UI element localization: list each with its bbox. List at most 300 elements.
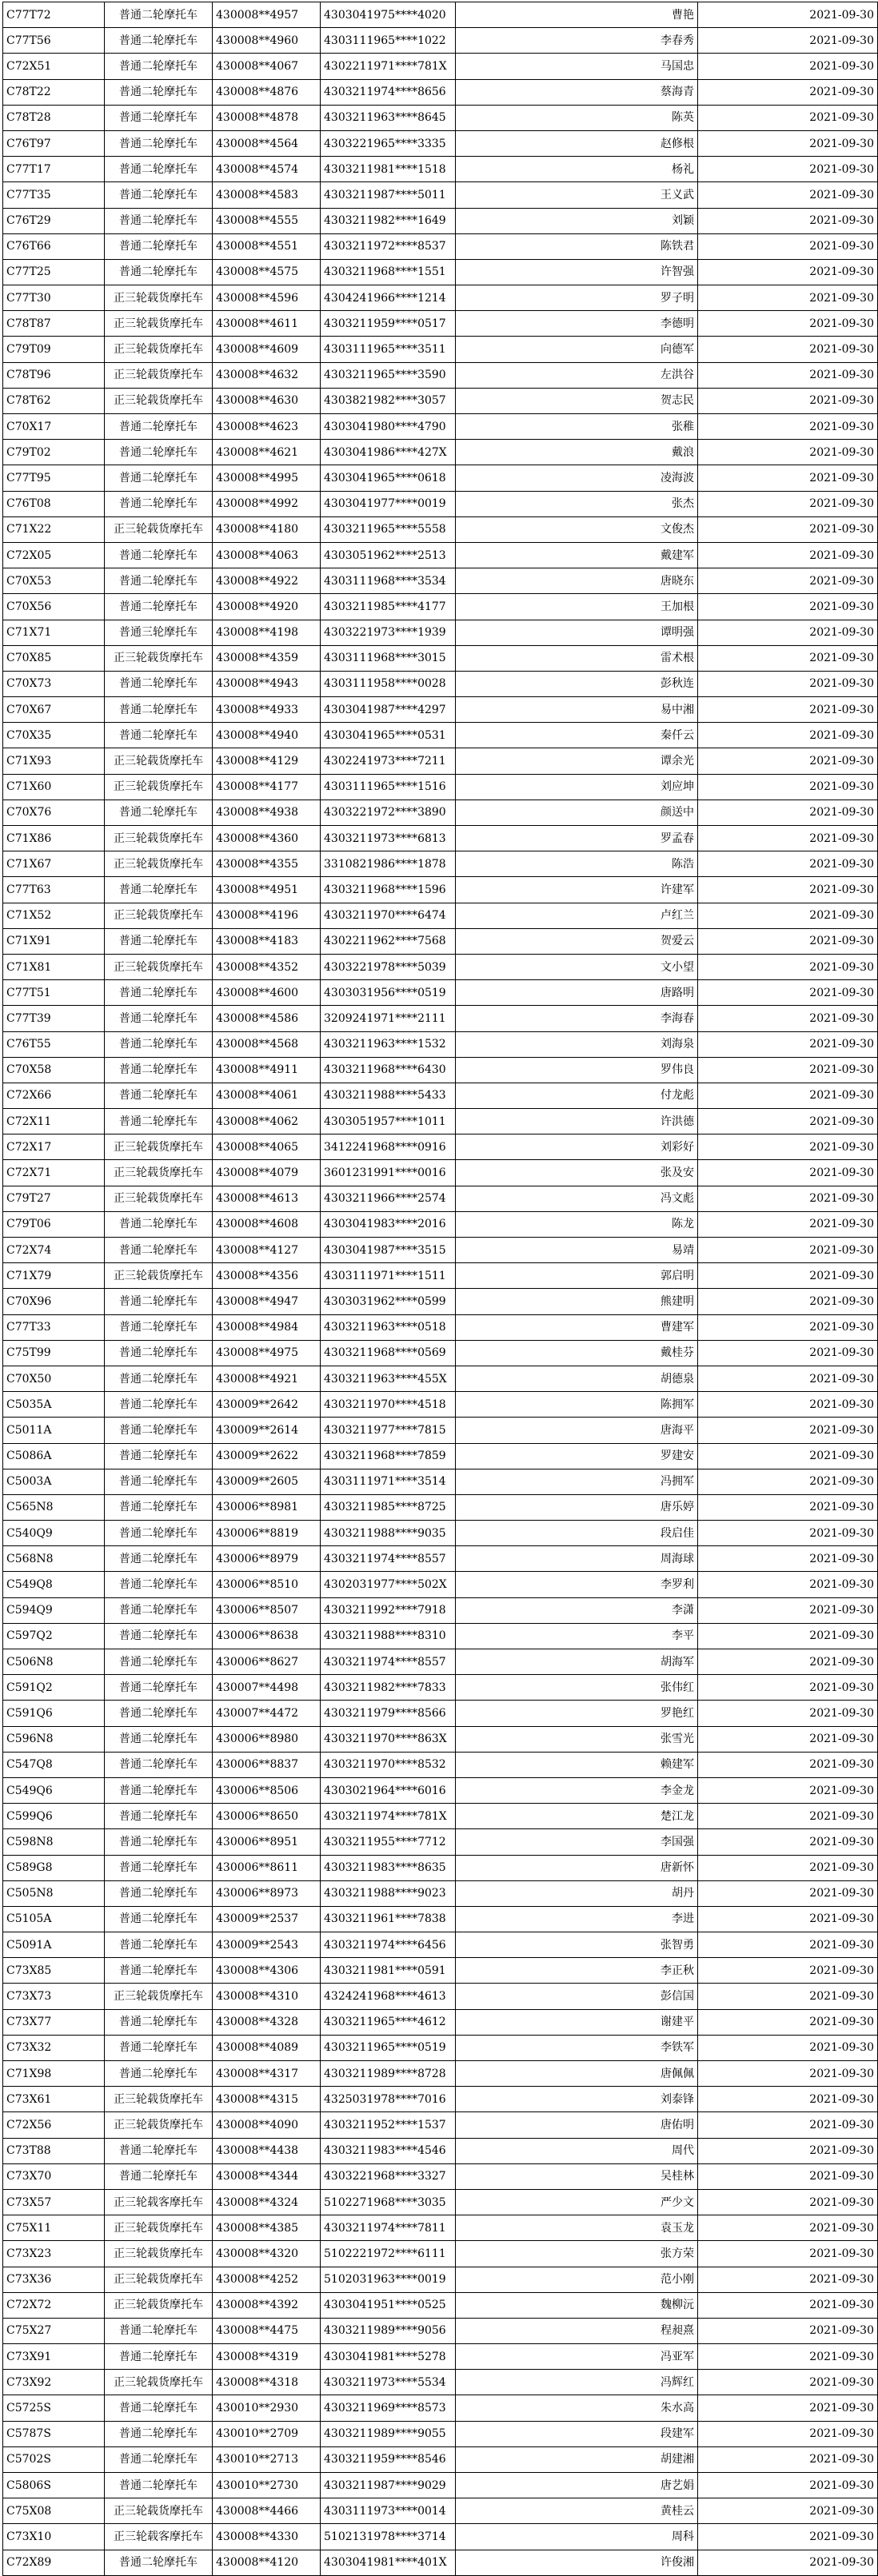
plate-cell: C70X35 [3, 723, 105, 748]
owner-name-cell: 冯辉红 [456, 2370, 698, 2395]
serial-cell: 430008**4613 [213, 1186, 321, 1211]
vehicle-type-cell: 普通二轮摩托车 [105, 1031, 213, 1057]
date-cell: 2021-09-30 [698, 1186, 878, 1211]
serial-cell: 430010**2709 [213, 2421, 321, 2446]
serial-cell: 430008**4089 [213, 2035, 321, 2060]
serial-cell: 430008**4878 [213, 105, 321, 130]
date-cell: 2021-09-30 [698, 1494, 878, 1520]
owner-name-cell: 戴桂芬 [456, 1340, 698, 1366]
plate-cell: C505N8 [3, 1880, 105, 1906]
plate-cell: C77T56 [3, 28, 105, 54]
table-row [3, 1649, 878, 1675]
plate-cell: C71X67 [3, 851, 105, 877]
date-cell: 2021-09-30 [698, 2473, 878, 2498]
owner-name-cell: 杨礼 [456, 157, 698, 182]
serial-cell: 430008**4951 [213, 877, 321, 903]
plate-cell: C77T63 [3, 877, 105, 903]
id-number-cell: 4303211973****5534 [321, 2370, 456, 2395]
table-row [3, 337, 878, 362]
id-number-cell: 4303211985****8725 [321, 1494, 456, 1520]
id-number-cell: 4303211974****8557 [321, 1649, 456, 1675]
table-row [3, 2138, 878, 2163]
serial-cell: 430008**4564 [213, 130, 321, 156]
plate-cell: C77T17 [3, 157, 105, 182]
plate-cell: C75X08 [3, 2498, 105, 2524]
owner-name-cell: 唐佩佩 [456, 2061, 698, 2087]
serial-cell: 430008**4596 [213, 285, 321, 311]
plate-cell: C70X56 [3, 594, 105, 620]
id-number-cell: 4303211965****4612 [321, 2009, 456, 2035]
table-row [3, 2241, 878, 2267]
plate-cell: C72X71 [3, 1160, 105, 1186]
owner-name-cell: 凌海波 [456, 465, 698, 491]
table-row [3, 1006, 878, 1031]
date-cell: 2021-09-30 [698, 1469, 878, 1494]
table-row [3, 1160, 878, 1186]
owner-name-cell: 张伟红 [456, 1675, 698, 1701]
date-cell: 2021-09-30 [698, 1958, 878, 1984]
date-cell: 2021-09-30 [698, 1701, 878, 1726]
owner-name-cell: 李春秀 [456, 28, 698, 54]
vehicle-type-cell: 普通二轮摩托车 [105, 1932, 213, 1958]
id-number-cell: 4303211966****2574 [321, 1186, 456, 1211]
vehicle-type-cell: 普通二轮摩托车 [105, 182, 213, 208]
table-row [3, 54, 878, 79]
id-number-cell: 4303021964****6016 [321, 1777, 456, 1803]
owner-name-cell: 李进 [456, 1906, 698, 1932]
plate-cell: C73X77 [3, 2009, 105, 2035]
table-row [3, 1958, 878, 1984]
serial-cell: 430008**4876 [213, 79, 321, 105]
id-number-cell: 4303041980****4790 [321, 414, 456, 440]
plate-cell: C76T66 [3, 233, 105, 259]
serial-cell: 430006**8627 [213, 1649, 321, 1675]
plate-cell: C73X32 [3, 2035, 105, 2060]
owner-name-cell: 袁玉龙 [456, 2215, 698, 2241]
owner-name-cell: 许俊湘 [456, 2550, 698, 2575]
date-cell: 2021-09-30 [698, 1829, 878, 1855]
table-row [3, 2370, 878, 2395]
vehicle-type-cell: 普通二轮摩托车 [105, 1958, 213, 1984]
table-row [3, 2189, 878, 2215]
table-row [3, 2318, 878, 2343]
owner-name-cell: 罗艳红 [456, 1701, 698, 1726]
table-row [3, 1134, 878, 1160]
date-cell: 2021-09-30 [698, 1057, 878, 1083]
id-number-cell: 4303211982****1649 [321, 208, 456, 233]
owner-name-cell: 曹艳 [456, 2, 698, 28]
table-row [3, 1238, 878, 1263]
id-number-cell: 4303211970****6474 [321, 903, 456, 928]
vehicle-type-cell: 普通二轮摩托车 [105, 1777, 213, 1803]
id-number-cell: 4303211968****6430 [321, 1057, 456, 1083]
date-cell: 2021-09-30 [698, 1777, 878, 1803]
plate-cell: C78T22 [3, 79, 105, 105]
date-cell: 2021-09-30 [698, 157, 878, 182]
date-cell: 2021-09-30 [698, 362, 878, 388]
id-number-cell: 4303211982****7833 [321, 1675, 456, 1701]
date-cell: 2021-09-30 [698, 2344, 878, 2370]
date-cell: 2021-09-30 [698, 440, 878, 465]
id-number-cell: 4303211988****9023 [321, 1880, 456, 1906]
serial-cell: 430008**4600 [213, 980, 321, 1006]
id-number-cell: 4302211962****7568 [321, 928, 456, 954]
vehicle-type-cell: 普通二轮摩托车 [105, 130, 213, 156]
owner-name-cell: 唐路明 [456, 980, 698, 1006]
plate-cell: C70X73 [3, 671, 105, 696]
vehicle-type-cell: 普通二轮摩托车 [105, 491, 213, 516]
owner-name-cell: 魏柳沅 [456, 2292, 698, 2318]
vehicle-type-cell: 正三轮载货摩托车 [105, 2087, 213, 2112]
date-cell: 2021-09-30 [698, 1521, 878, 1546]
serial-cell: 430006**8981 [213, 1494, 321, 1520]
date-cell: 2021-09-30 [698, 1443, 878, 1469]
vehicle-type-cell: 普通二轮摩托车 [105, 697, 213, 723]
plate-cell: C72X74 [3, 1238, 105, 1263]
date-cell: 2021-09-30 [698, 2524, 878, 2550]
table-row [3, 2087, 878, 2112]
owner-name-cell: 李潇 [456, 1597, 698, 1623]
id-number-cell: 4303211987****9029 [321, 2473, 456, 2498]
date-cell: 2021-09-30 [698, 1160, 878, 1186]
date-cell: 2021-09-30 [698, 311, 878, 337]
serial-cell: 430008**4065 [213, 1134, 321, 1160]
date-cell: 2021-09-30 [698, 620, 878, 645]
serial-cell: 430008**4960 [213, 28, 321, 54]
id-number-cell: 3209241971****2111 [321, 1006, 456, 1031]
vehicle-type-cell: 普通二轮摩托车 [105, 877, 213, 903]
date-cell: 2021-09-30 [698, 1623, 878, 1649]
id-number-cell: 4303211979****8566 [321, 1701, 456, 1726]
owner-name-cell: 卢红兰 [456, 903, 698, 928]
owner-name-cell: 黄桂云 [456, 2498, 698, 2524]
id-number-cell: 4303211968****1551 [321, 259, 456, 285]
vehicle-type-cell: 正三轮载货摩托车 [105, 826, 213, 851]
date-cell: 2021-09-30 [698, 2189, 878, 2215]
serial-cell: 430008**4921 [213, 1366, 321, 1391]
serial-cell: 430008**4317 [213, 2061, 321, 2087]
table-row [3, 440, 878, 465]
plate-cell: C549Q8 [3, 1572, 105, 1597]
owner-name-cell: 刘颖 [456, 208, 698, 233]
vehicle-type-cell: 正三轮载货摩托车 [105, 851, 213, 877]
owner-name-cell: 唐海平 [456, 1418, 698, 1443]
owner-name-cell: 罗伟良 [456, 1057, 698, 1083]
date-cell: 2021-09-30 [698, 1752, 878, 1777]
serial-cell: 430008**4609 [213, 337, 321, 362]
vehicle-type-cell: 普通二轮摩托车 [105, 800, 213, 825]
vehicle-type-cell: 普通二轮摩托车 [105, 1418, 213, 1443]
date-cell: 2021-09-30 [698, 2267, 878, 2292]
owner-name-cell: 程昶熹 [456, 2318, 698, 2343]
serial-cell: 430008**4198 [213, 620, 321, 645]
date-cell: 2021-09-30 [698, 2215, 878, 2241]
id-number-cell: 4303211974****8557 [321, 1546, 456, 1572]
plate-cell: C72X11 [3, 1109, 105, 1134]
plate-cell: C72X56 [3, 2112, 105, 2138]
date-cell: 2021-09-30 [698, 182, 878, 208]
date-cell: 2021-09-30 [698, 130, 878, 156]
id-number-cell: 4303211963****455X [321, 1366, 456, 1391]
table-row [3, 2550, 878, 2575]
table-row [3, 1932, 878, 1958]
table-row [3, 1906, 878, 1932]
owner-name-cell: 刘泰锋 [456, 2087, 698, 2112]
vehicle-type-cell: 普通二轮摩托车 [105, 542, 213, 568]
vehicle-type-cell: 普通二轮摩托车 [105, 440, 213, 465]
serial-cell: 430008**4574 [213, 157, 321, 182]
vehicle-type-cell: 普通二轮摩托车 [105, 1804, 213, 1829]
vehicle-type-cell: 正三轮载货摩托车 [105, 2267, 213, 2292]
serial-cell: 430008**4129 [213, 748, 321, 774]
table-row [3, 542, 878, 568]
id-number-cell: 4303211952****1537 [321, 2112, 456, 2138]
date-cell: 2021-09-30 [698, 2318, 878, 2343]
serial-cell: 430008**4922 [213, 568, 321, 594]
table-row [3, 2473, 878, 2498]
serial-cell: 430006**8837 [213, 1752, 321, 1777]
vehicle-type-cell: 普通二轮摩托车 [105, 1546, 213, 1572]
plate-cell: C75T99 [3, 1340, 105, 1366]
serial-cell: 430006**8507 [213, 1597, 321, 1623]
vehicle-type-cell: 普通二轮摩托车 [105, 1829, 213, 1855]
id-number-cell: 4303041986****427X [321, 440, 456, 465]
date-cell: 2021-09-30 [698, 1238, 878, 1263]
vehicle-type-cell: 普通二轮摩托车 [105, 2, 213, 28]
owner-name-cell: 付龙彪 [456, 1083, 698, 1108]
table-row [3, 1675, 878, 1701]
id-number-cell: 4303211968****0569 [321, 1340, 456, 1366]
date-cell: 2021-09-30 [698, 1031, 878, 1057]
plate-cell: C568N8 [3, 1546, 105, 1572]
table-row [3, 1314, 878, 1340]
id-number-cell: 4303111973****0014 [321, 2498, 456, 2524]
id-number-cell: 4303211969****8573 [321, 2395, 456, 2421]
vehicle-type-cell: 普通二轮摩托车 [105, 2035, 213, 2060]
plate-cell: C5725S [3, 2395, 105, 2421]
plate-cell: C5105A [3, 1906, 105, 1932]
owner-name-cell: 许建军 [456, 877, 698, 903]
owner-name-cell: 左洪谷 [456, 362, 698, 388]
table-row [3, 2035, 878, 2060]
owner-name-cell: 颜送中 [456, 800, 698, 825]
serial-cell: 430008**4992 [213, 491, 321, 516]
vehicle-type-cell: 普通二轮摩托车 [105, 465, 213, 491]
plate-cell: C72X17 [3, 1134, 105, 1160]
plate-cell: C70X67 [3, 697, 105, 723]
owner-name-cell: 谢建平 [456, 2009, 698, 2035]
table-row [3, 1829, 878, 1855]
date-cell: 2021-09-30 [698, 1675, 878, 1701]
id-number-cell: 4303111971****1511 [321, 1263, 456, 1289]
id-number-cell: 4303211970****4518 [321, 1392, 456, 1418]
date-cell: 2021-09-30 [698, 1263, 878, 1289]
table-row [3, 1443, 878, 1469]
vehicle-type-cell: 普通二轮摩托车 [105, 1289, 213, 1314]
date-cell: 2021-09-30 [698, 2, 878, 28]
serial-cell: 430008**4061 [213, 1083, 321, 1108]
vehicle-type-cell: 普通二轮摩托车 [105, 723, 213, 748]
serial-cell: 430008**4608 [213, 1211, 321, 1237]
owner-name-cell: 王义武 [456, 182, 698, 208]
table-row [3, 285, 878, 311]
table-row [3, 2009, 878, 2035]
date-cell: 2021-09-30 [698, 1134, 878, 1160]
id-number-cell: 4303051957****1011 [321, 1109, 456, 1134]
serial-cell: 430008**4611 [213, 311, 321, 337]
date-cell: 2021-09-30 [698, 826, 878, 851]
serial-cell: 430009**2614 [213, 1418, 321, 1443]
id-number-cell: 4303211981****1518 [321, 157, 456, 182]
vehicle-type-cell: 正三轮载货摩托车 [105, 2498, 213, 2524]
id-number-cell: 4303111968****3534 [321, 568, 456, 594]
owner-name-cell: 唐新怀 [456, 1855, 698, 1880]
vehicle-type-cell: 正三轮载货摩托车 [105, 1984, 213, 2009]
id-number-cell: 4302031977****502X [321, 1572, 456, 1597]
vehicle-type-cell: 普通二轮摩托车 [105, 157, 213, 182]
serial-cell: 430008**4360 [213, 826, 321, 851]
date-cell: 2021-09-30 [698, 851, 878, 877]
id-number-cell: 4303111965****1516 [321, 774, 456, 800]
table-row [3, 2112, 878, 2138]
owner-name-cell: 赵修根 [456, 130, 698, 156]
serial-cell: 430008**4621 [213, 440, 321, 465]
date-cell: 2021-09-30 [698, 285, 878, 311]
date-cell: 2021-09-30 [698, 2292, 878, 2318]
date-cell: 2021-09-30 [698, 414, 878, 440]
id-number-cell: 4303211965****5558 [321, 516, 456, 542]
plate-cell: C76T55 [3, 1031, 105, 1057]
plate-cell: C70X96 [3, 1289, 105, 1314]
serial-cell: 430008**4957 [213, 2, 321, 28]
serial-cell: 430008**4583 [213, 182, 321, 208]
date-cell: 2021-09-30 [698, 1314, 878, 1340]
owner-name-cell: 胡德泉 [456, 1366, 698, 1391]
serial-cell: 430008**4947 [213, 1289, 321, 1314]
owner-name-cell: 贺志民 [456, 388, 698, 413]
vehicle-type-cell: 普通二轮摩托车 [105, 2446, 213, 2472]
table-row [3, 1572, 878, 1597]
owner-name-cell: 刘彩好 [456, 1134, 698, 1160]
plate-cell: C72X72 [3, 2292, 105, 2318]
serial-cell: 430008**4938 [213, 800, 321, 825]
vehicle-type-cell: 普通二轮摩托车 [105, 1006, 213, 1031]
owner-name-cell: 李国强 [456, 1829, 698, 1855]
vehicle-type-cell: 正三轮载货摩托车 [105, 748, 213, 774]
id-number-cell: 4303211974****7811 [321, 2215, 456, 2241]
table-row [3, 980, 878, 1006]
table-row [3, 2, 878, 28]
date-cell: 2021-09-30 [698, 542, 878, 568]
table-row [3, 182, 878, 208]
plate-cell: C70X53 [3, 568, 105, 594]
serial-cell: 430008**4310 [213, 1984, 321, 2009]
vehicle-type-cell: 普通二轮摩托车 [105, 1701, 213, 1726]
owner-name-cell: 张智勇 [456, 1932, 698, 1958]
plate-cell: C70X17 [3, 414, 105, 440]
plate-cell: C76T08 [3, 491, 105, 516]
vehicle-type-cell: 普通二轮摩托车 [105, 1469, 213, 1494]
date-cell: 2021-09-30 [698, 2087, 878, 2112]
date-cell: 2021-09-30 [698, 2112, 878, 2138]
serial-cell: 430007**4472 [213, 1701, 321, 1726]
serial-cell: 430008**4975 [213, 1340, 321, 1366]
date-cell: 2021-09-30 [698, 105, 878, 130]
serial-cell: 430008**4180 [213, 516, 321, 542]
owner-name-cell: 楚江龙 [456, 1804, 698, 1829]
date-cell: 2021-09-30 [698, 645, 878, 671]
serial-cell: 430010**2730 [213, 2473, 321, 2498]
date-cell: 2021-09-30 [698, 1083, 878, 1108]
vehicle-type-cell: 普通二轮摩托车 [105, 1109, 213, 1134]
id-number-cell: 4303821982****3057 [321, 388, 456, 413]
vehicle-type-cell: 普通二轮摩托车 [105, 54, 213, 79]
serial-cell: 430008**4475 [213, 2318, 321, 2343]
owner-name-cell: 陈拥军 [456, 1392, 698, 1418]
id-number-cell: 4303041951****0525 [321, 2292, 456, 2318]
id-number-cell: 4303211974****8656 [321, 79, 456, 105]
owner-name-cell: 马国忠 [456, 54, 698, 79]
plate-cell: C5702S [3, 2446, 105, 2472]
plate-cell: C71X86 [3, 826, 105, 851]
table-row [3, 774, 878, 800]
serial-cell: 430008**4984 [213, 1314, 321, 1340]
table-row [3, 594, 878, 620]
id-number-cell: 4303211988****8310 [321, 1623, 456, 1649]
table-row [3, 1263, 878, 1289]
vehicle-type-cell: 普通二轮摩托车 [105, 1726, 213, 1752]
serial-cell: 430008**4120 [213, 2550, 321, 2575]
table-row [3, 1289, 878, 1314]
serial-cell: 430008**4943 [213, 671, 321, 696]
table-row [3, 697, 878, 723]
id-number-cell: 4303051962****2513 [321, 542, 456, 568]
table-row [3, 1109, 878, 1134]
id-number-cell: 4304241966****1214 [321, 285, 456, 311]
date-cell: 2021-09-30 [698, 2163, 878, 2189]
table-row [3, 2446, 878, 2472]
serial-cell: 430008**4555 [213, 208, 321, 233]
plate-cell: C549Q6 [3, 1777, 105, 1803]
serial-cell: 430008**4568 [213, 1031, 321, 1057]
id-number-cell: 4303211989****8728 [321, 2061, 456, 2087]
date-cell: 2021-09-30 [698, 1211, 878, 1237]
table-row [3, 1340, 878, 1366]
serial-cell: 430008**4911 [213, 1057, 321, 1083]
table-body [3, 2, 878, 2576]
owner-name-cell: 范小刚 [456, 2267, 698, 2292]
owner-name-cell: 刘应坤 [456, 774, 698, 800]
plate-cell: C70X58 [3, 1057, 105, 1083]
owner-name-cell: 周代 [456, 2138, 698, 2163]
table-row [3, 1031, 878, 1057]
date-cell: 2021-09-30 [698, 1855, 878, 1880]
vehicle-type-cell: 普通二轮摩托车 [105, 233, 213, 259]
plate-cell: C71X93 [3, 748, 105, 774]
vehicle-type-cell: 普通二轮摩托车 [105, 1083, 213, 1108]
owner-name-cell: 许洪德 [456, 1109, 698, 1134]
plate-cell: C73X85 [3, 1958, 105, 1984]
plate-cell: C70X50 [3, 1366, 105, 1391]
serial-cell: 430006**8973 [213, 1880, 321, 1906]
table-row [3, 1392, 878, 1418]
owner-name-cell: 李金龙 [456, 1777, 698, 1803]
owner-name-cell: 戴建军 [456, 542, 698, 568]
vehicle-type-cell: 正三轮载货摩托车 [105, 1186, 213, 1211]
owner-name-cell: 李正秋 [456, 1958, 698, 1984]
id-number-cell: 4303041987****4297 [321, 697, 456, 723]
table-row [3, 1597, 878, 1623]
